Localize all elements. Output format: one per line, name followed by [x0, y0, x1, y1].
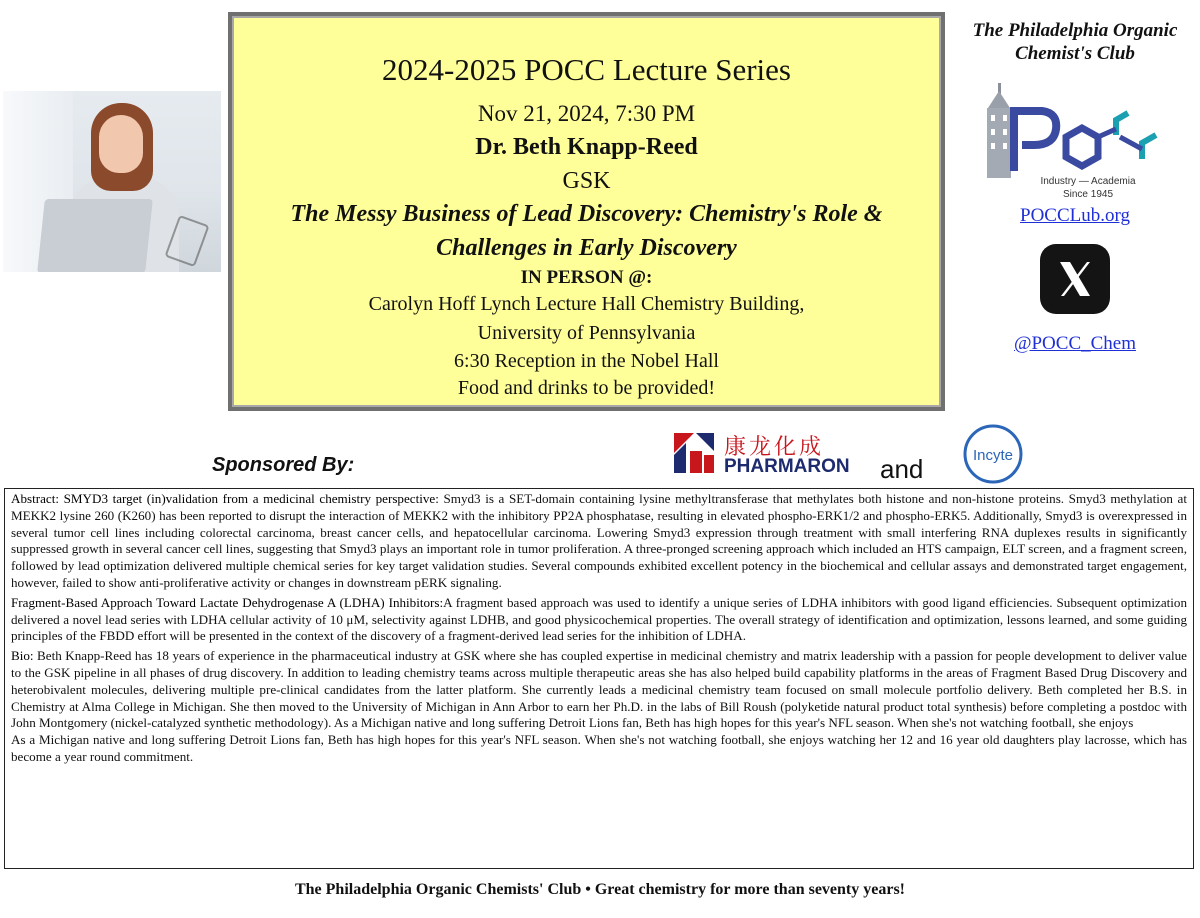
bio-heading: Bio:	[11, 648, 34, 664]
bio-paragraph-continued	[11, 732, 1187, 766]
food-info: Food and drinks to be provided!	[457, 377, 716, 399]
pocc-logo	[978, 73, 1162, 203]
abstract-smyd3-text: Smyd3 is a SET-domain containing lysine methyltransferase that methylates both histone and non-histone proteins. Smyd3 methylation at MEKK2 lysine 260 (K260) has been reported to disrupt the interaction of MEKK2 with the inhibitory PP2A phosphatase, resulting in elevated phospho-ERK1/2 and phospho-ERK5. Additionally, Smyd3 is overexpressed in several tumor cell lines including colorectal carcinoma, breast cancer cells, and hepatocellular carcinoma. Lowering Smyd3 expression through treatment with small interfering RNA duplexes results in significantly suppressed growth in several cancer cell lines, suggesting that Smyd3 plays an important role in tumor proliferation. A three-pronged screening approach which included an HTS campaign, ELT screen, and a fragment screen, followed by lead optimization delivered multiple chemical series for key target validation studies. Several compounds exhibited excellent potency in the biochemical and cellular assays and demonstrated target engagement, however, failed to show anti-proliferative activity or changes in downstream pERK signaling.	[11, 491, 1187, 590]
footer-club-name: The Philadelphia Organic Chemists' Club	[294, 881, 582, 898]
talk-title-line-2: Challenges in Early Discovery	[436, 235, 737, 261]
pharmaron-chinese-name: 康龙化成	[724, 435, 825, 460]
speaker-photo	[3, 91, 221, 272]
pharmaron-name: PHARMARON	[724, 456, 850, 477]
speaker-name: Dr. Beth Knapp-Reed	[475, 134, 698, 160]
sponsored-by-label: Sponsored By:	[212, 454, 355, 476]
venue-line-2: University of Pennsylvania	[477, 322, 696, 344]
in-person-label: IN PERSON @:	[520, 267, 653, 288]
club-website-link[interactable]: POCCLub.org	[1020, 205, 1130, 226]
pharmaron-icon	[672, 431, 716, 475]
abstract-smyd3-heading: Abstract: SMYD3 target (in)validation from a medicinal chemistry perspective:	[11, 491, 439, 506]
abstract-box	[4, 488, 1194, 869]
bio-text: Beth Knapp-Reed has 18 years of experience in the pharmaceutical industry at GSK where she has coupled expertise in medicinal chemistry and matrix leadership with a passion for people development to deliver value to the GSK pipeline in all phases of drug discovery. In addition to leading chemistry teams across multiple therapeutic areas she has also helped build capability platforms in the areas of Fragment Based Drug Discovery and heterobivalent molecules, delivering multiple pre-clinical candidates from the latter platform. She currently leads a medicinal chemistry team focused on small molecule portfolio delivery. Beth completed her B.S. in Chemistry at Alma College in Michigan. She then moved to the University of Michigan in Ann Arbor to earn her Ph.D. in the labs of Bill Roush (polyketide natural product total synthesis) before completing a postdoc with John Montgomery (nickel-catalyzed synthetic methodology). As a Michigan native and long suffering Detroit Lions fan, Beth has high hopes for this year's NFL season. When she's not watching football, she enjoys	[11, 648, 1187, 731]
pharmaron-logo	[672, 429, 852, 481]
bio-paragraph	[11, 648, 1187, 732]
abstract-ldha-text: A fragment based approach was used to identify a unique series of LDHA inhibitors with good ligand efficiencies. Subsequent optimization delivered a novel lead series with LDHA cellular activity of 10 μM, selectivity against LDHB, and good physicochemical properties. The overall strategy of identification and optimization, lessons learned, and some guiding principles of the FBDD effort will be presented in the context of the discovery of a fragment-derived lead series for the inhibition of LDHA.	[11, 594, 1187, 644]
event-date: Nov 21, 2024, 7:30 PM	[477, 101, 696, 126]
x-social-icon[interactable]	[1040, 244, 1110, 314]
abstract-paragraph-smyd3	[11, 491, 1187, 592]
abstract-ldha-heading: Fragment-Based Approach Toward Lactate Dehydrogenase A (LDHA) Inhibitors:	[11, 594, 444, 610]
club-name-line-2: Chemist's Club	[1015, 43, 1135, 64]
incyte-name: Incyte	[972, 447, 1014, 464]
venue-line-1: Carolyn Hoff Lynch Lecture Hall Chemistry Building,	[368, 293, 805, 315]
footer-bullet: •	[585, 881, 591, 898]
and-label: and	[880, 454, 924, 484]
bio-text-continued: As a Michigan native and long suffering Detroit Lions fan, Beth has high hopes for this year's NFL season. When she's not watching football, she enjoys watching her 12 and 16 year old daughters play lacrosse, which has become a year round commitment.	[11, 732, 1187, 764]
incyte-logo	[962, 423, 1024, 485]
club-name-line-1: The Philadelphia Organic	[972, 20, 1178, 41]
reception-info: 6:30 Reception in the Nobel Hall	[454, 350, 719, 372]
speaker-company: GSK	[562, 168, 611, 194]
event-info-box	[228, 12, 945, 411]
social-handle-link[interactable]: @POCC_Chem	[1013, 333, 1136, 354]
talk-title-line-1: The Messy Business of Lead Discovery: Chemistry's Role &	[290, 201, 883, 227]
logo-since: Since 1945	[1062, 189, 1114, 200]
footer-slogan: Great chemistry for more than seventy years!	[594, 881, 905, 898]
footer-tagline	[0, 881, 1200, 899]
logo-tagline: Industry — Academia	[1040, 176, 1136, 187]
series-title: 2024-2025 POCC Lecture Series	[382, 52, 791, 87]
abstract-paragraph-ldha	[11, 595, 1187, 645]
